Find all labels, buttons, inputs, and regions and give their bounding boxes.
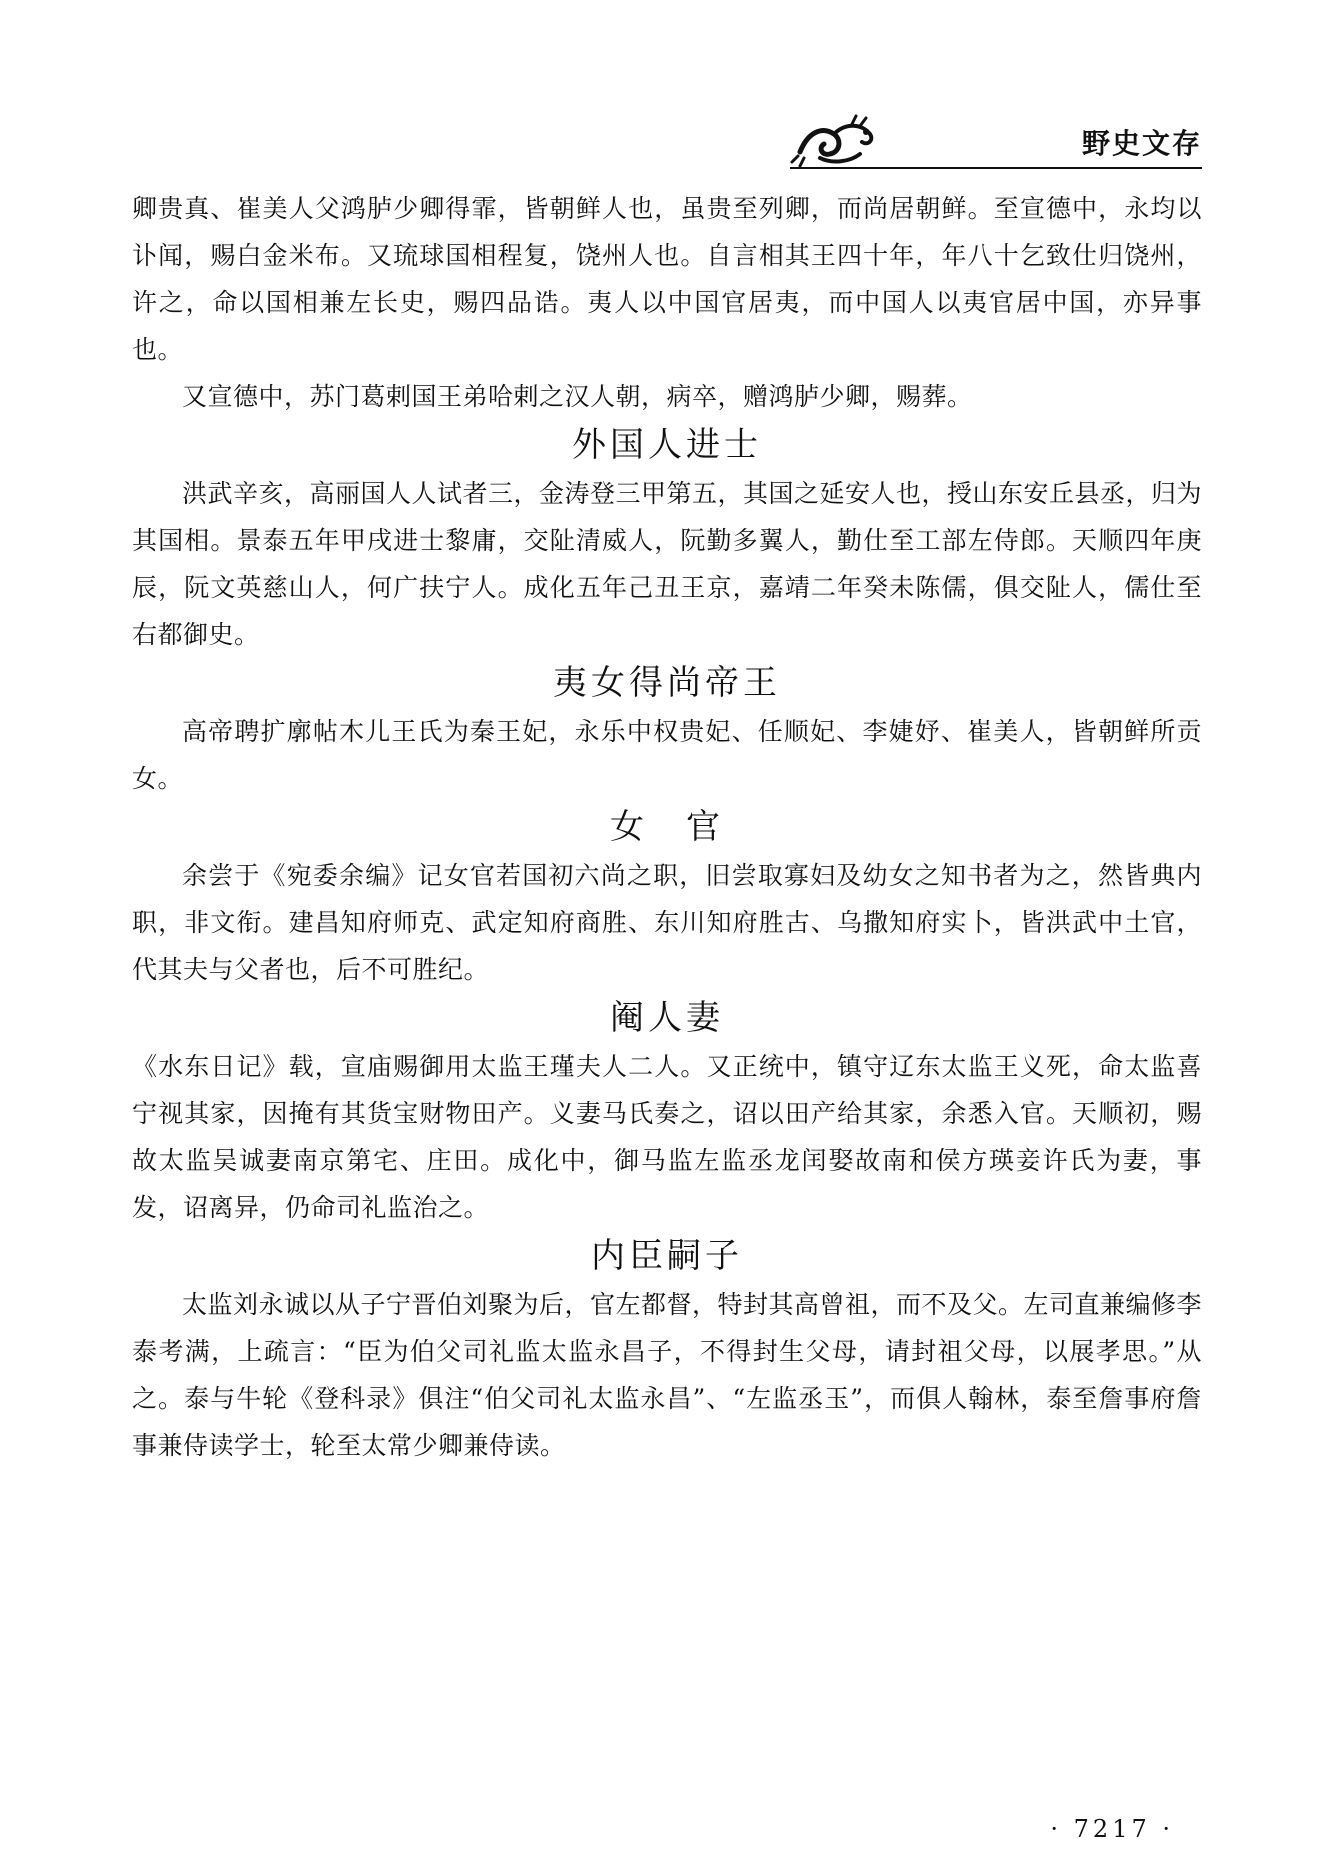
section-title: 夷女得尚帝王 xyxy=(553,663,781,703)
section-title: 内臣嗣子 xyxy=(591,1236,743,1276)
body-paragraph: 余尝于《宛委余编》记女官若国初六尚之职，旧尝取寡妇及幼女之知书者为之，然皆典内职，非文衔。建昌知府师克、武定知府商胜、东川知府胜古、乌撒知府实卜，皆洪武中土官，代其夫与父者也，后不可胜纪。 xyxy=(132,861,1202,984)
section-title: 女 官 xyxy=(610,807,724,847)
section-title: 阉人妻 xyxy=(610,998,724,1038)
page-body xyxy=(132,185,1202,1469)
page-header xyxy=(790,112,1202,172)
body-paragraph: 卿贵真、崔美人父鸿胪少卿得霏，皆朝鲜人也，虽贵至列卿，而尚居朝鲜。至宣德中，永均以讣闻，赐白金米布。又琉球国相程复，饶州人也。自言相其王四十年，年八十乞致仕归饶州，许之，命以国相兼左长史，赐四品诰。夷人以中国官居夷，而中国人以夷官居中国，亦异事也。 xyxy=(132,194,1202,364)
body-paragraph: 太监刘永诚以从子宁晋伯刘聚为后，官左都督，特封其高曾祖，而不及父。左司直兼编修李泰考满，上疏言：“臣为伯父司礼监太监永昌子，不得封生父母，请封祖父母，以展孝思。”从之。泰与牛轮《登科录》俱注“伯父司礼太监永昌”、“左监丞玉”，而俱人翰林，泰至詹事府詹事兼侍读学士，轮至太常少卿兼侍读。 xyxy=(132,1290,1203,1460)
header-rule xyxy=(790,167,1202,169)
page-number: · 7217 · xyxy=(1050,1815,1174,1843)
body-paragraph: 《水东日记》载，宣庙赐御用太监王瑾夫人二人。又正统中，镇守辽东太监王义死，命太监喜宁视其家，因掩有其货宝财物田产。义妻马氏奏之，诏以田产给其家，余悉入官。天顺初，赐故太监吴诚妻南京第宅、庄田。成化中，御马监左监丞龙闰娶故南和侯方瑛妾许氏为妻，事发，诏离异，仍命司礼监治之。 xyxy=(132,1052,1202,1222)
dragon-icon xyxy=(790,112,880,168)
body-paragraph: 洪武辛亥，高丽国人人试者三，金涛登三甲第五，其国之延安人也，授山东安丘县丞，归为其国相。景泰五年甲戌进士黎庸，交阯清威人，阮勤多翼人，勤仕至工部左侍郎。天顺四年庚辰，阮文英慈山人，何广扶宁人。成化五年己丑王京，嘉靖二年癸未陈儒，俱交阯人，儒仕至右都御史。 xyxy=(132,479,1203,649)
section-title: 外国人进士 xyxy=(572,425,762,465)
body-paragraph: 又宣德中，苏门葛剌国王弟哈剌之汉人朝，病卒，赠鸿胪少卿，赐葬。 xyxy=(182,382,973,411)
series-title: 野史文存 xyxy=(1081,127,1202,160)
body-paragraph: 高帝聘扩廓帖木儿王氏为秦王妃，永乐中权贵妃、任顺妃、李婕妤、崔美人，皆朝鲜所贡女。 xyxy=(132,717,1202,793)
